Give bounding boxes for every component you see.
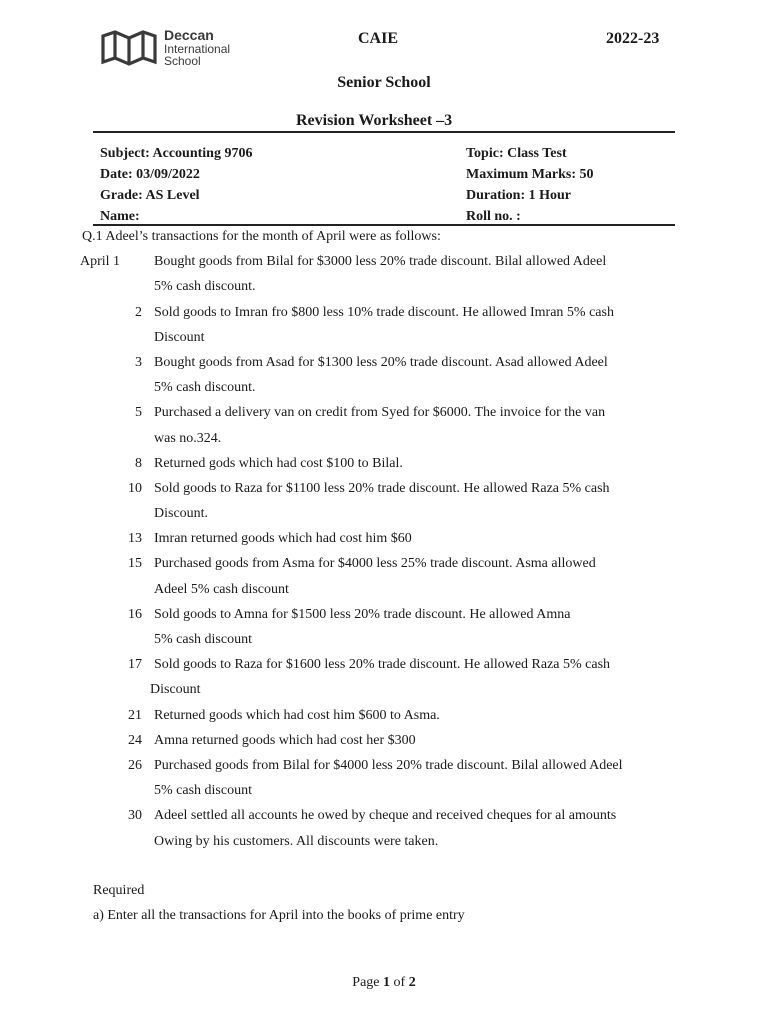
max-marks-label: Maximum Marks: 50 <box>466 167 594 182</box>
transaction-line <box>80 753 680 778</box>
transaction-line <box>80 249 680 274</box>
transaction-line <box>80 627 680 652</box>
required-item-a: a) Enter all the transactions for April into the books of prime entry <box>93 908 465 923</box>
logo-name-line3: School <box>164 54 201 68</box>
transaction-line <box>80 375 680 400</box>
transaction-text: Purchased goods from Bilal for $4000 less 20% trade discount. Bilal allowed Adeel <box>154 757 623 773</box>
transaction-text: Discount <box>154 329 205 345</box>
transaction-text: Sold goods to Amna for $1500 less 20% trade discount. He allowed Amna <box>154 606 571 622</box>
transaction-text: was no.324. <box>154 430 222 446</box>
transaction-text: Adeel settled all accounts he owed by cheque and received cheques for al amounts <box>154 808 617 824</box>
transaction-date: 30 <box>128 808 142 824</box>
transaction-line <box>80 551 680 576</box>
transaction-date: 10 <box>128 480 142 496</box>
transaction-line <box>80 426 680 451</box>
transaction-text: Amna returned goods which had cost her $300 <box>154 732 416 748</box>
transaction-line <box>80 350 680 375</box>
date-label: Date: 03/09/2022 <box>100 167 200 182</box>
transaction-text: Purchased goods from Asma for $4000 less 25% trade discount. Asma allowed <box>154 556 596 572</box>
transaction-line <box>80 677 680 702</box>
total-pages: 2 <box>408 975 416 990</box>
transaction-date: 5 <box>135 405 142 421</box>
transaction-text: Returned goods which had cost him $600 to Asma. <box>154 707 440 723</box>
transaction-text: Discount <box>150 682 201 698</box>
duration-label: Duration: 1 Hour <box>466 188 571 203</box>
transaction-line <box>80 652 680 677</box>
transaction-line <box>80 803 680 828</box>
transaction-date: 13 <box>128 531 142 547</box>
required-heading: Required <box>93 883 145 898</box>
transaction-line <box>80 778 680 803</box>
grade-label: Grade: AS Level <box>100 188 200 203</box>
info-left <box>100 143 252 227</box>
academic-year: 2022-23 <box>606 30 660 47</box>
transaction-line <box>80 829 680 854</box>
question-body <box>80 224 680 854</box>
section-heading: Senior School <box>337 74 431 91</box>
transaction-text: Sold goods to Raza for $1100 less 20% trade discount. He allowed Raza 5% cash <box>154 480 610 496</box>
transaction-text: 5% cash discount <box>154 632 252 648</box>
transaction-line <box>80 526 680 551</box>
transaction-line <box>80 325 680 350</box>
footer-prefix: Page <box>352 975 384 990</box>
transaction-line <box>80 274 680 299</box>
transaction-date: 21 <box>128 707 142 723</box>
logo-name-line2: International <box>164 42 231 56</box>
transaction-line <box>80 300 680 325</box>
transaction-list <box>80 249 680 854</box>
footer-middle: of <box>390 975 409 990</box>
book-logo-icon <box>100 30 158 66</box>
transaction-text: Discount. <box>154 506 209 522</box>
transaction-text: Sold goods to Raza for $1600 less 20% trade discount. He allowed Raza 5% cash <box>154 657 611 673</box>
transaction-text: 5% cash discount <box>154 783 252 799</box>
transaction-text: Owing by his customers. All discounts were taken. <box>154 833 439 849</box>
transaction-line <box>80 400 680 425</box>
transaction-text: Adeel 5% cash discount <box>154 581 289 597</box>
page-footer <box>0 975 768 991</box>
transaction-text: Bought goods from Bilal for $3000 less 20% trade discount. Bilal allowed Adeel <box>154 254 607 270</box>
transaction-date: 24 <box>128 732 142 748</box>
subject-label: Subject: Accounting 9706 <box>100 146 253 161</box>
transaction-line <box>80 476 680 501</box>
transaction-line <box>80 602 680 627</box>
transaction-line <box>80 501 680 526</box>
logo-name-line1: Deccan <box>164 27 214 43</box>
required-section <box>93 878 465 928</box>
transaction-text: Imran returned goods which had cost him $60 <box>154 531 412 547</box>
transaction-date: 2 <box>135 304 142 320</box>
current-page: 1 <box>383 975 391 990</box>
transaction-text: Sold goods to Imran fro $800 less 10% trade discount. He allowed Imran 5% cash <box>154 304 614 320</box>
transaction-date: 3 <box>135 354 142 370</box>
info-right <box>466 143 594 227</box>
worksheet-title: Revision Worksheet –3 <box>296 112 453 129</box>
transaction-date: April 1 <box>80 254 121 270</box>
transaction-date: 15 <box>128 556 142 572</box>
transaction-text: 5% cash discount. <box>154 279 256 295</box>
transaction-date: 8 <box>135 455 142 471</box>
transaction-date: 26 <box>128 757 142 773</box>
transaction-line <box>80 703 680 728</box>
transaction-text: Bought goods from Asad for $1300 less 20% trade discount. Asad allowed Adeel <box>154 354 608 370</box>
transaction-text: 5% cash discount. <box>154 380 256 396</box>
topic-label: Topic: Class Test <box>466 146 567 161</box>
transaction-line <box>80 728 680 753</box>
roll-no-label: Roll no. : <box>466 209 521 224</box>
transaction-text: Returned gods which had cost $100 to Bilal. <box>154 455 403 471</box>
transaction-text: Purchased a delivery van on credit from Syed for $6000. The invoice for the van <box>154 405 606 421</box>
question-intro: Q.1 Adeel’s transactions for the month of April were as follows: <box>82 229 441 244</box>
exam-board: CAIE <box>358 30 399 47</box>
school-logo <box>100 28 260 70</box>
name-label: Name: <box>100 209 140 224</box>
transaction-line <box>80 451 680 476</box>
top-divider <box>93 131 675 133</box>
transaction-date: 16 <box>128 606 142 622</box>
transaction-date: 17 <box>128 657 142 673</box>
transaction-line <box>80 577 680 602</box>
